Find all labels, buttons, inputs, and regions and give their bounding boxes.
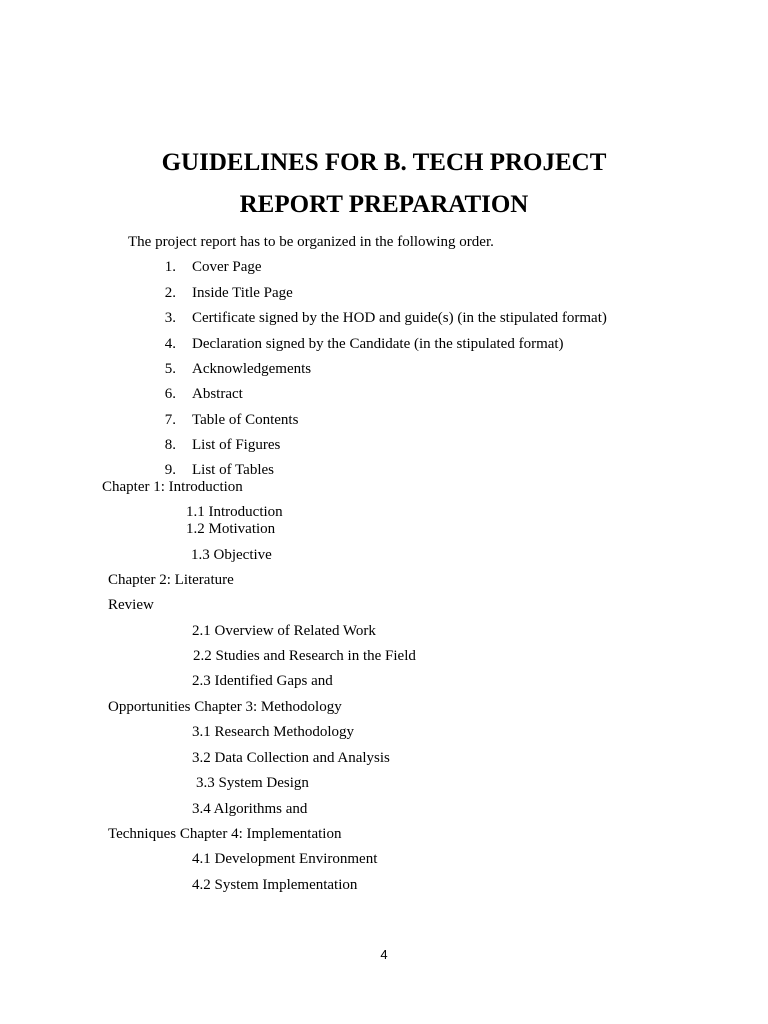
list-number: 9. bbox=[164, 462, 176, 478]
list-number: 3. bbox=[164, 310, 176, 326]
list-number: 6. bbox=[164, 386, 176, 402]
chapter-2-heading: Chapter 2: Literature bbox=[108, 572, 234, 588]
page-number: 4 bbox=[380, 947, 388, 962]
list-item: Cover Page bbox=[192, 259, 262, 275]
chapter-4-heading: Techniques Chapter 4: Implementation bbox=[108, 826, 342, 842]
list-item: Table of Contents bbox=[192, 412, 299, 428]
list-item: List of Figures bbox=[192, 437, 281, 453]
section-item: 1.2 Motivation bbox=[186, 521, 276, 537]
intro-text: The project report has to be organized in the following order. bbox=[128, 234, 494, 250]
section-item: 2.3 Identified Gaps and bbox=[192, 673, 333, 689]
title-line-2: REPORT PREPARATION bbox=[239, 191, 529, 218]
section-item: 4.2 System Implementation bbox=[192, 877, 358, 893]
list-item: Inside Title Page bbox=[192, 285, 293, 301]
section-item: 3.1 Research Methodology bbox=[192, 724, 355, 740]
section-item: 3.2 Data Collection and Analysis bbox=[192, 750, 390, 766]
list-number: 4. bbox=[164, 336, 176, 352]
list-number: 1. bbox=[164, 259, 176, 275]
list-item: Abstract bbox=[192, 386, 243, 402]
section-item: 2.1 Overview of Related Work bbox=[192, 623, 376, 639]
list-number: 2. bbox=[164, 285, 176, 301]
section-item: 1.1 Introduction bbox=[186, 504, 283, 520]
list-number: 7. bbox=[164, 412, 176, 428]
chapter-3-heading: Opportunities Chapter 3: Methodology bbox=[108, 699, 342, 715]
section-item: 3.4 Algorithms and bbox=[192, 801, 308, 817]
list-number: 8. bbox=[164, 437, 176, 453]
list-item: List of Tables bbox=[192, 462, 274, 478]
chapter-1-heading: Chapter 1: Introduction bbox=[102, 479, 243, 495]
chapter-2-heading-cont: Review bbox=[108, 597, 154, 613]
section-item: 3.3 System Design bbox=[196, 775, 309, 791]
list-number: 5. bbox=[164, 361, 176, 377]
title-line-1: GUIDELINES FOR B. TECH PROJECT bbox=[161, 149, 607, 176]
section-item: 1.3 Objective bbox=[191, 547, 272, 563]
list-item: Acknowledgements bbox=[192, 361, 312, 377]
section-item: 2.2 Studies and Research in the Field bbox=[193, 648, 416, 664]
list-item: Certificate signed by the HOD and guide(s) (in the stipulated format) bbox=[192, 310, 607, 326]
list-item: Declaration signed by the Candidate (in the stipulated format) bbox=[192, 336, 564, 352]
section-item: 4.1 Development Environment bbox=[192, 851, 378, 867]
